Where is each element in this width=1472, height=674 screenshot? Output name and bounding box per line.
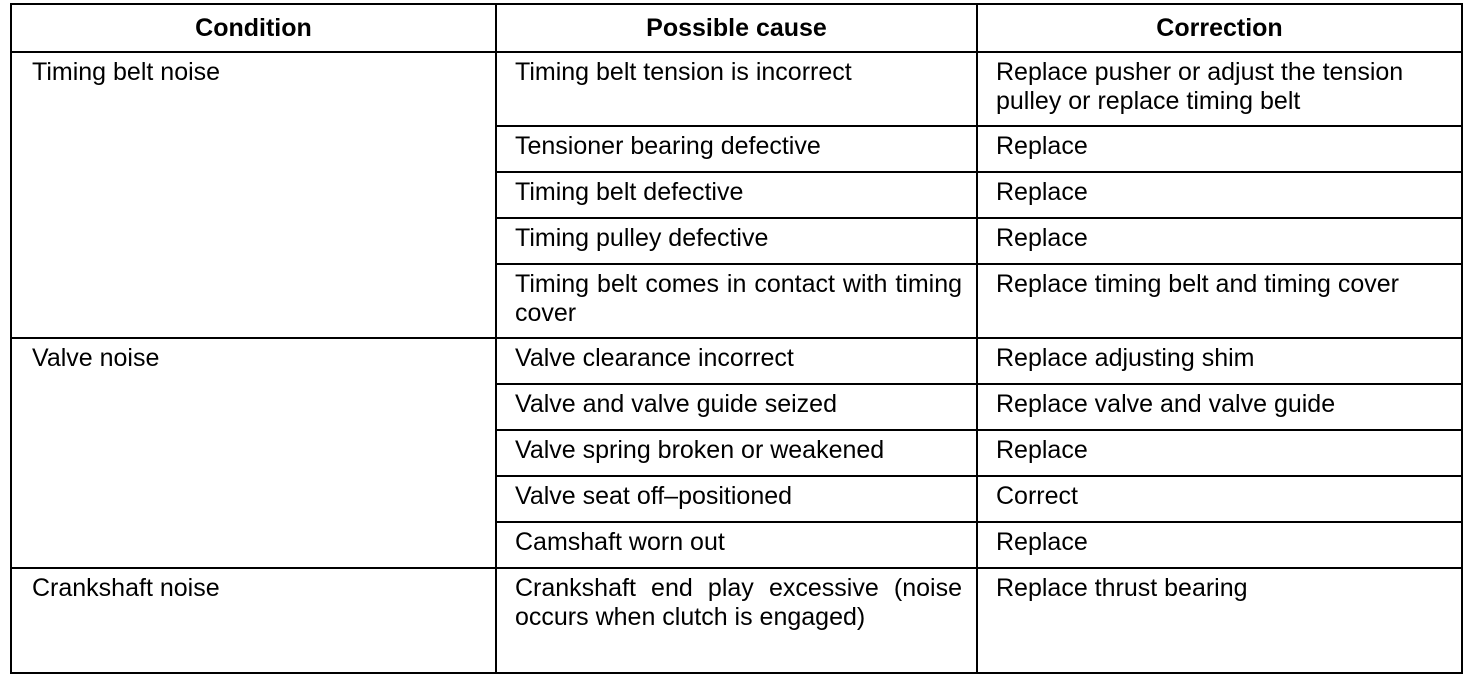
cause-cell: Crankshaft end play excessive (noise occurs when clutch is engaged) bbox=[496, 568, 977, 673]
cause-cell: Tensioner bearing defective bbox=[496, 126, 977, 172]
cause-cell: Camshaft worn out bbox=[496, 522, 977, 568]
header-correction: Correction bbox=[977, 4, 1462, 52]
cause-cell: Valve and valve guide seized bbox=[496, 384, 977, 430]
correction-cell: Replace bbox=[977, 126, 1462, 172]
troubleshooting-table bbox=[10, 3, 1463, 674]
cause-cell: Timing belt tension is incorrect bbox=[496, 52, 977, 126]
cause-cell: Timing belt comes in contact with timing cover bbox=[496, 264, 977, 338]
correction-cell: Correct bbox=[977, 476, 1462, 522]
header-row bbox=[11, 4, 1462, 52]
condition-cell: Valve noise bbox=[11, 338, 496, 568]
cause-cell: Valve clearance incorrect bbox=[496, 338, 977, 384]
header-possible-cause: Possible cause bbox=[496, 4, 977, 52]
correction-cell: Replace timing belt and timing cover bbox=[977, 264, 1462, 338]
correction-cell: Replace adjusting shim bbox=[977, 338, 1462, 384]
cause-cell: Timing belt defective bbox=[496, 172, 977, 218]
correction-cell: Replace thrust bearing bbox=[977, 568, 1462, 673]
cause-cell: Timing pulley defective bbox=[496, 218, 977, 264]
correction-cell: Replace valve and valve guide bbox=[977, 384, 1462, 430]
table-row bbox=[11, 52, 1462, 126]
correction-cell: Replace bbox=[977, 172, 1462, 218]
condition-cell: Timing belt noise bbox=[11, 52, 496, 338]
table-row bbox=[11, 338, 1462, 384]
correction-cell: Replace pusher or adjust the tension pulley or replace timing belt bbox=[977, 52, 1462, 126]
correction-cell: Replace bbox=[977, 218, 1462, 264]
cause-cell: Valve seat off–positioned bbox=[496, 476, 977, 522]
correction-cell: Replace bbox=[977, 430, 1462, 476]
table-row bbox=[11, 568, 1462, 673]
correction-cell: Replace bbox=[977, 522, 1462, 568]
condition-cell: Crankshaft noise bbox=[11, 568, 496, 673]
header-condition: Condition bbox=[11, 4, 496, 52]
cause-cell: Valve spring broken or weakened bbox=[496, 430, 977, 476]
